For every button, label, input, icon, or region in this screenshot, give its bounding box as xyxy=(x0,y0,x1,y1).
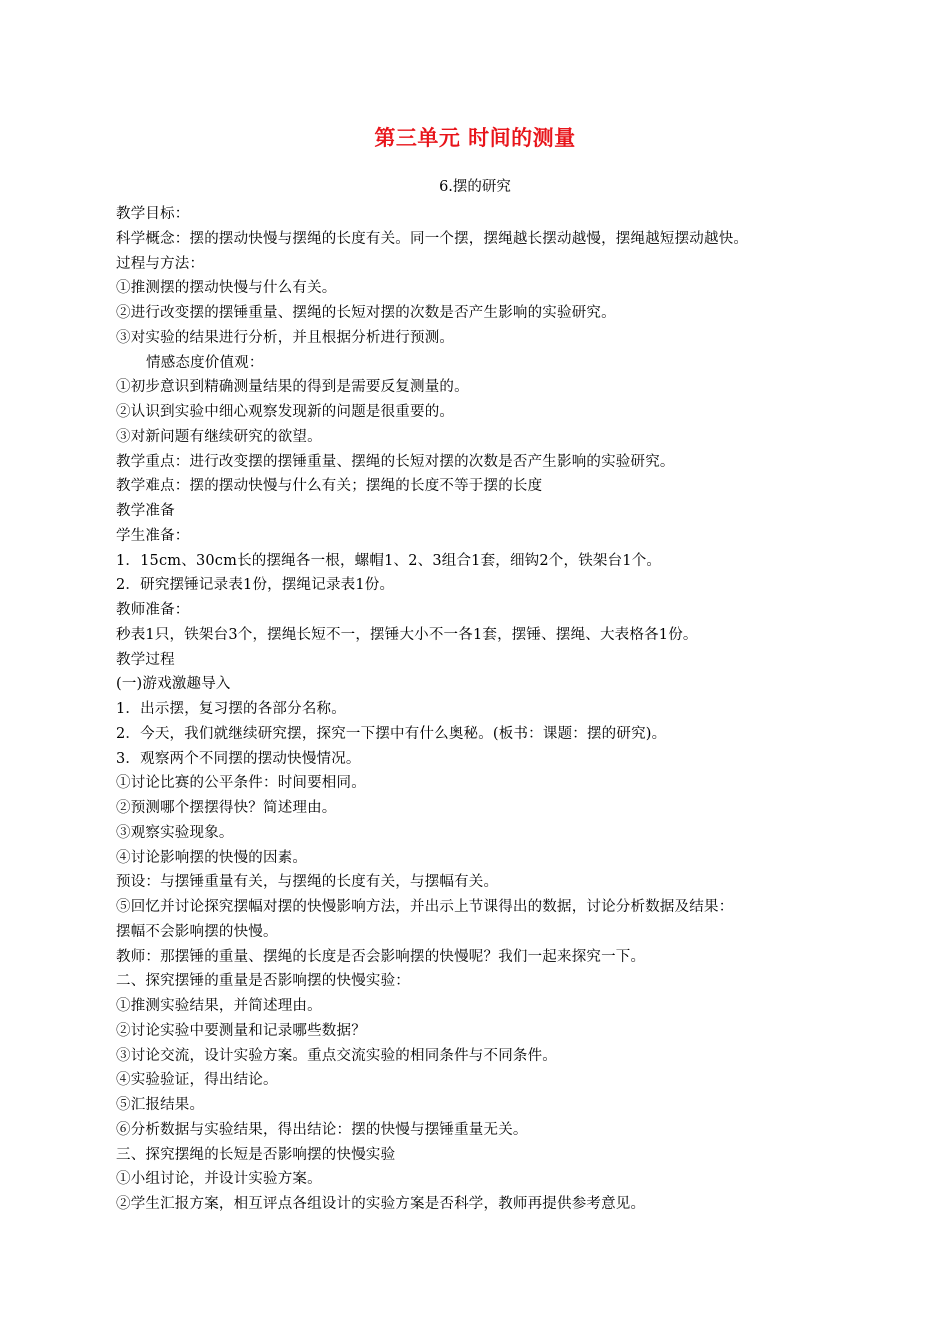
text-line: ③对新问题有继续研究的欲望。 xyxy=(116,428,322,445)
text-line: 秒表1只，铁架台3个，摆绳长短不一，摆锤大小不一各1套，摆锤、摆绳、大表格各1份。 xyxy=(116,626,698,643)
text-line: ⑤汇报结果。 xyxy=(116,1097,205,1113)
text-line: 2．今天，我们就继续研究摆，探究一下摆中有什么奥秘。(板书：课题：摆的研究)。 xyxy=(116,725,667,742)
text-line: 教学难点：摆的摆动快慢与什么有关；摆绳的长度不等于摆的长度 xyxy=(116,478,543,495)
text-line: ②预测哪个摆摆得快？简述理由。 xyxy=(116,800,337,816)
text-line: ⑥分析数据与实验结果，得出结论：摆的快慢与摆锤重量无关。 xyxy=(116,1121,528,1138)
text-line: ③对实验的结果进行分析，并且根据分析进行预测。 xyxy=(116,329,455,346)
text-line: 教学重点：进行改变摆的摆锤重量、摆绳的长短对摆的次数是否产生影响的实验研究。 xyxy=(116,453,675,470)
text-line: ③观察实验现象。 xyxy=(116,824,234,841)
text-line: ②讨论实验中要测量和记录哪些数据？ xyxy=(116,1022,366,1039)
text-line: ②认识到实验中细心观察发现新的问题是很重要的。 xyxy=(116,404,455,420)
text-line: 教师准备： xyxy=(116,602,190,618)
text-line: 二、探究摆锤的重量是否影响摆的快慢实验： xyxy=(116,973,410,990)
text-line: 科学概念：摆的摆动快慢与摆绳的长度有关。同一个摆，摆绳越长摆动越慢，摆绳越短摆动越快。 xyxy=(116,230,749,247)
text-line: ①讨论比赛的公平条件：时间要相同。 xyxy=(116,775,366,792)
text-line: 三、探究摆绳的长短是否影响摆的快慢实验 xyxy=(116,1146,396,1163)
text-line: ③讨论交流，设计实验方案。重点交流实验的相同条件与不同条件。 xyxy=(116,1047,557,1064)
text-line: ①推测摆的摆动快慢与什么有关。 xyxy=(116,280,337,297)
text-line: 教学准备 xyxy=(116,503,175,519)
document-title: 第三单元 时间的测量 xyxy=(374,126,576,150)
text-line: 1．出示摆，复习摆的各部分名称。 xyxy=(116,701,346,717)
text-line: ④讨论影响摆的快慢的因素。 xyxy=(116,849,308,866)
text-line: ④实验验证，得出结论。 xyxy=(116,1072,278,1089)
text-line: ①小组讨论，并设计实验方案。 xyxy=(116,1171,322,1188)
document-body xyxy=(116,202,846,1217)
text-line: 教学目标： xyxy=(116,206,190,222)
text-line: ①初步意识到精确测量结果的得到是需要反复测量的。 xyxy=(116,379,469,396)
text-line: 1．15cm、30cm长的摆绳各一根，螺帽1、2、3组合1套，细钩2个，铁架台1个。 xyxy=(116,552,662,569)
text-line: 2．研究摆锤记录表1份，摆绳记录表1份。 xyxy=(116,577,395,594)
lesson-subtitle: 6.摆的研究 xyxy=(439,179,511,195)
text-line: ②进行改变摆的摆锤重量、摆绳的长短对摆的次数是否产生影响的实验研究。 xyxy=(116,305,616,321)
text-line: (一)游戏激趣导入 xyxy=(116,676,231,693)
text-line: 学生准备： xyxy=(116,527,190,544)
text-line: 摆幅不会影响摆的快慢。 xyxy=(116,923,278,940)
text-line: 3．观察两个不同摆的摆动快慢情况。 xyxy=(116,750,361,767)
text-line: 教师：那摆锤的重量、摆绳的长度是否会影响摆的快慢呢？我们一起来探究一下。 xyxy=(116,948,646,965)
text-line: ⑤回忆并讨论探究摆幅对摆的快慢影响方法，并出示上节课得出的数据，讨论分析数据及结果： xyxy=(116,899,734,915)
text-line: 预设：与摆锤重量有关，与摆绳的长度有关，与摆幅有关。 xyxy=(116,874,499,891)
text-line: 教学过程 xyxy=(116,651,175,668)
text-line: 过程与方法： xyxy=(116,255,205,272)
text-line: ②学生汇报方案，相互评点各组设计的实验方案是否科学，教师再提供参考意见。 xyxy=(116,1196,646,1212)
text-line: 情感态度价值观： xyxy=(146,354,264,371)
text-line: ①推测实验结果，并简述理由。 xyxy=(116,998,322,1014)
